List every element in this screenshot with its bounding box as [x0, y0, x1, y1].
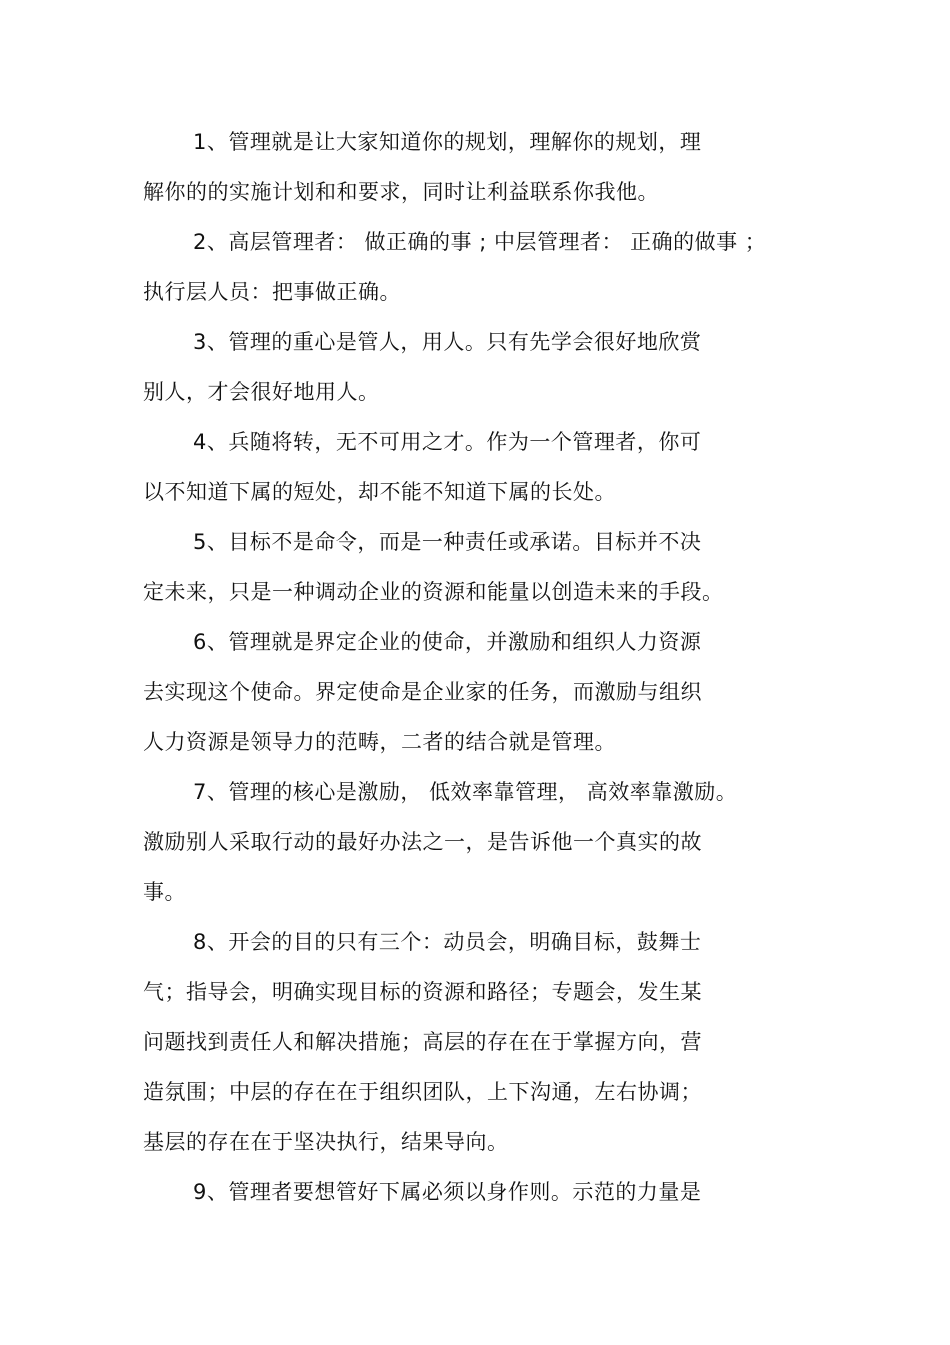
item-3-line-1: 3、管理的重心是管人，用人。只有先学会很好地欣赏 — [193, 330, 702, 354]
item-6-line-1: 6、管理就是界定企业的使命，并激励和组织人力资源 — [193, 630, 702, 654]
item-7-line-2: 激励别人采取行动的最好办法之一，是告诉他一个真实的故 — [143, 830, 702, 854]
item-5-line-1: 5、目标不是命令，而是一种责任或承诺。目标并不决 — [193, 530, 702, 554]
item-1-line-1: 1、管理就是让大家知道你的规划，理解你的规划，理 — [193, 130, 702, 154]
item-6-line-3: 人力资源是领导力的范畴，二者的结合就是管理。 — [143, 730, 616, 754]
item-6-line-2: 去实现这个使命。界定使命是企业家的任务，而激励与组织 — [143, 680, 702, 704]
item-4-line-2: 以不知道下属的短处，却不能不知道下属的长处。 — [143, 480, 616, 504]
item-8-line-5: 基层的存在在于坚决执行，结果导向。 — [143, 1130, 509, 1154]
item-9-line-1: 9、管理者要想管好下属必须以身作则。示范的力量是 — [193, 1180, 702, 1204]
item-8-line-3: 问题找到责任人和解决措施；高层的存在在于掌握方向，营 — [143, 1030, 702, 1054]
item-8-line-1: 8、开会的目的只有三个：动员会，明确目标，鼓舞士 — [193, 930, 702, 954]
item-8-line-4: 造氛围；中层的存在在于组织团队，上下沟通，左右协调； — [143, 1080, 702, 1104]
item-7-line-1: 7、管理的核心是激励， 低效率靠管理， 高效率靠激励。 — [193, 780, 738, 804]
item-5-line-2: 定未来，只是一种调动企业的资源和能量以创造未来的手段。 — [143, 580, 724, 604]
item-2-line-1: 2、高层管理者： 做正确的事 ; 中层管理者： 正确的做事 ； — [193, 230, 767, 254]
item-4-line-1: 4、兵随将转，无不可用之才。作为一个管理者，你可 — [193, 430, 702, 454]
item-2-line-2: 执行层人员：把事做正确。 — [143, 280, 401, 304]
item-8-line-2: 气；指导会，明确实现目标的资源和路径；专题会，发生某 — [143, 980, 702, 1004]
item-3-line-2: 别人，才会很好地用人。 — [143, 380, 380, 404]
item-1-line-2: 解你的的实施计划和和要求，同时让利益联系你我他。 — [143, 180, 659, 204]
item-7-line-3: 事。 — [143, 880, 186, 904]
